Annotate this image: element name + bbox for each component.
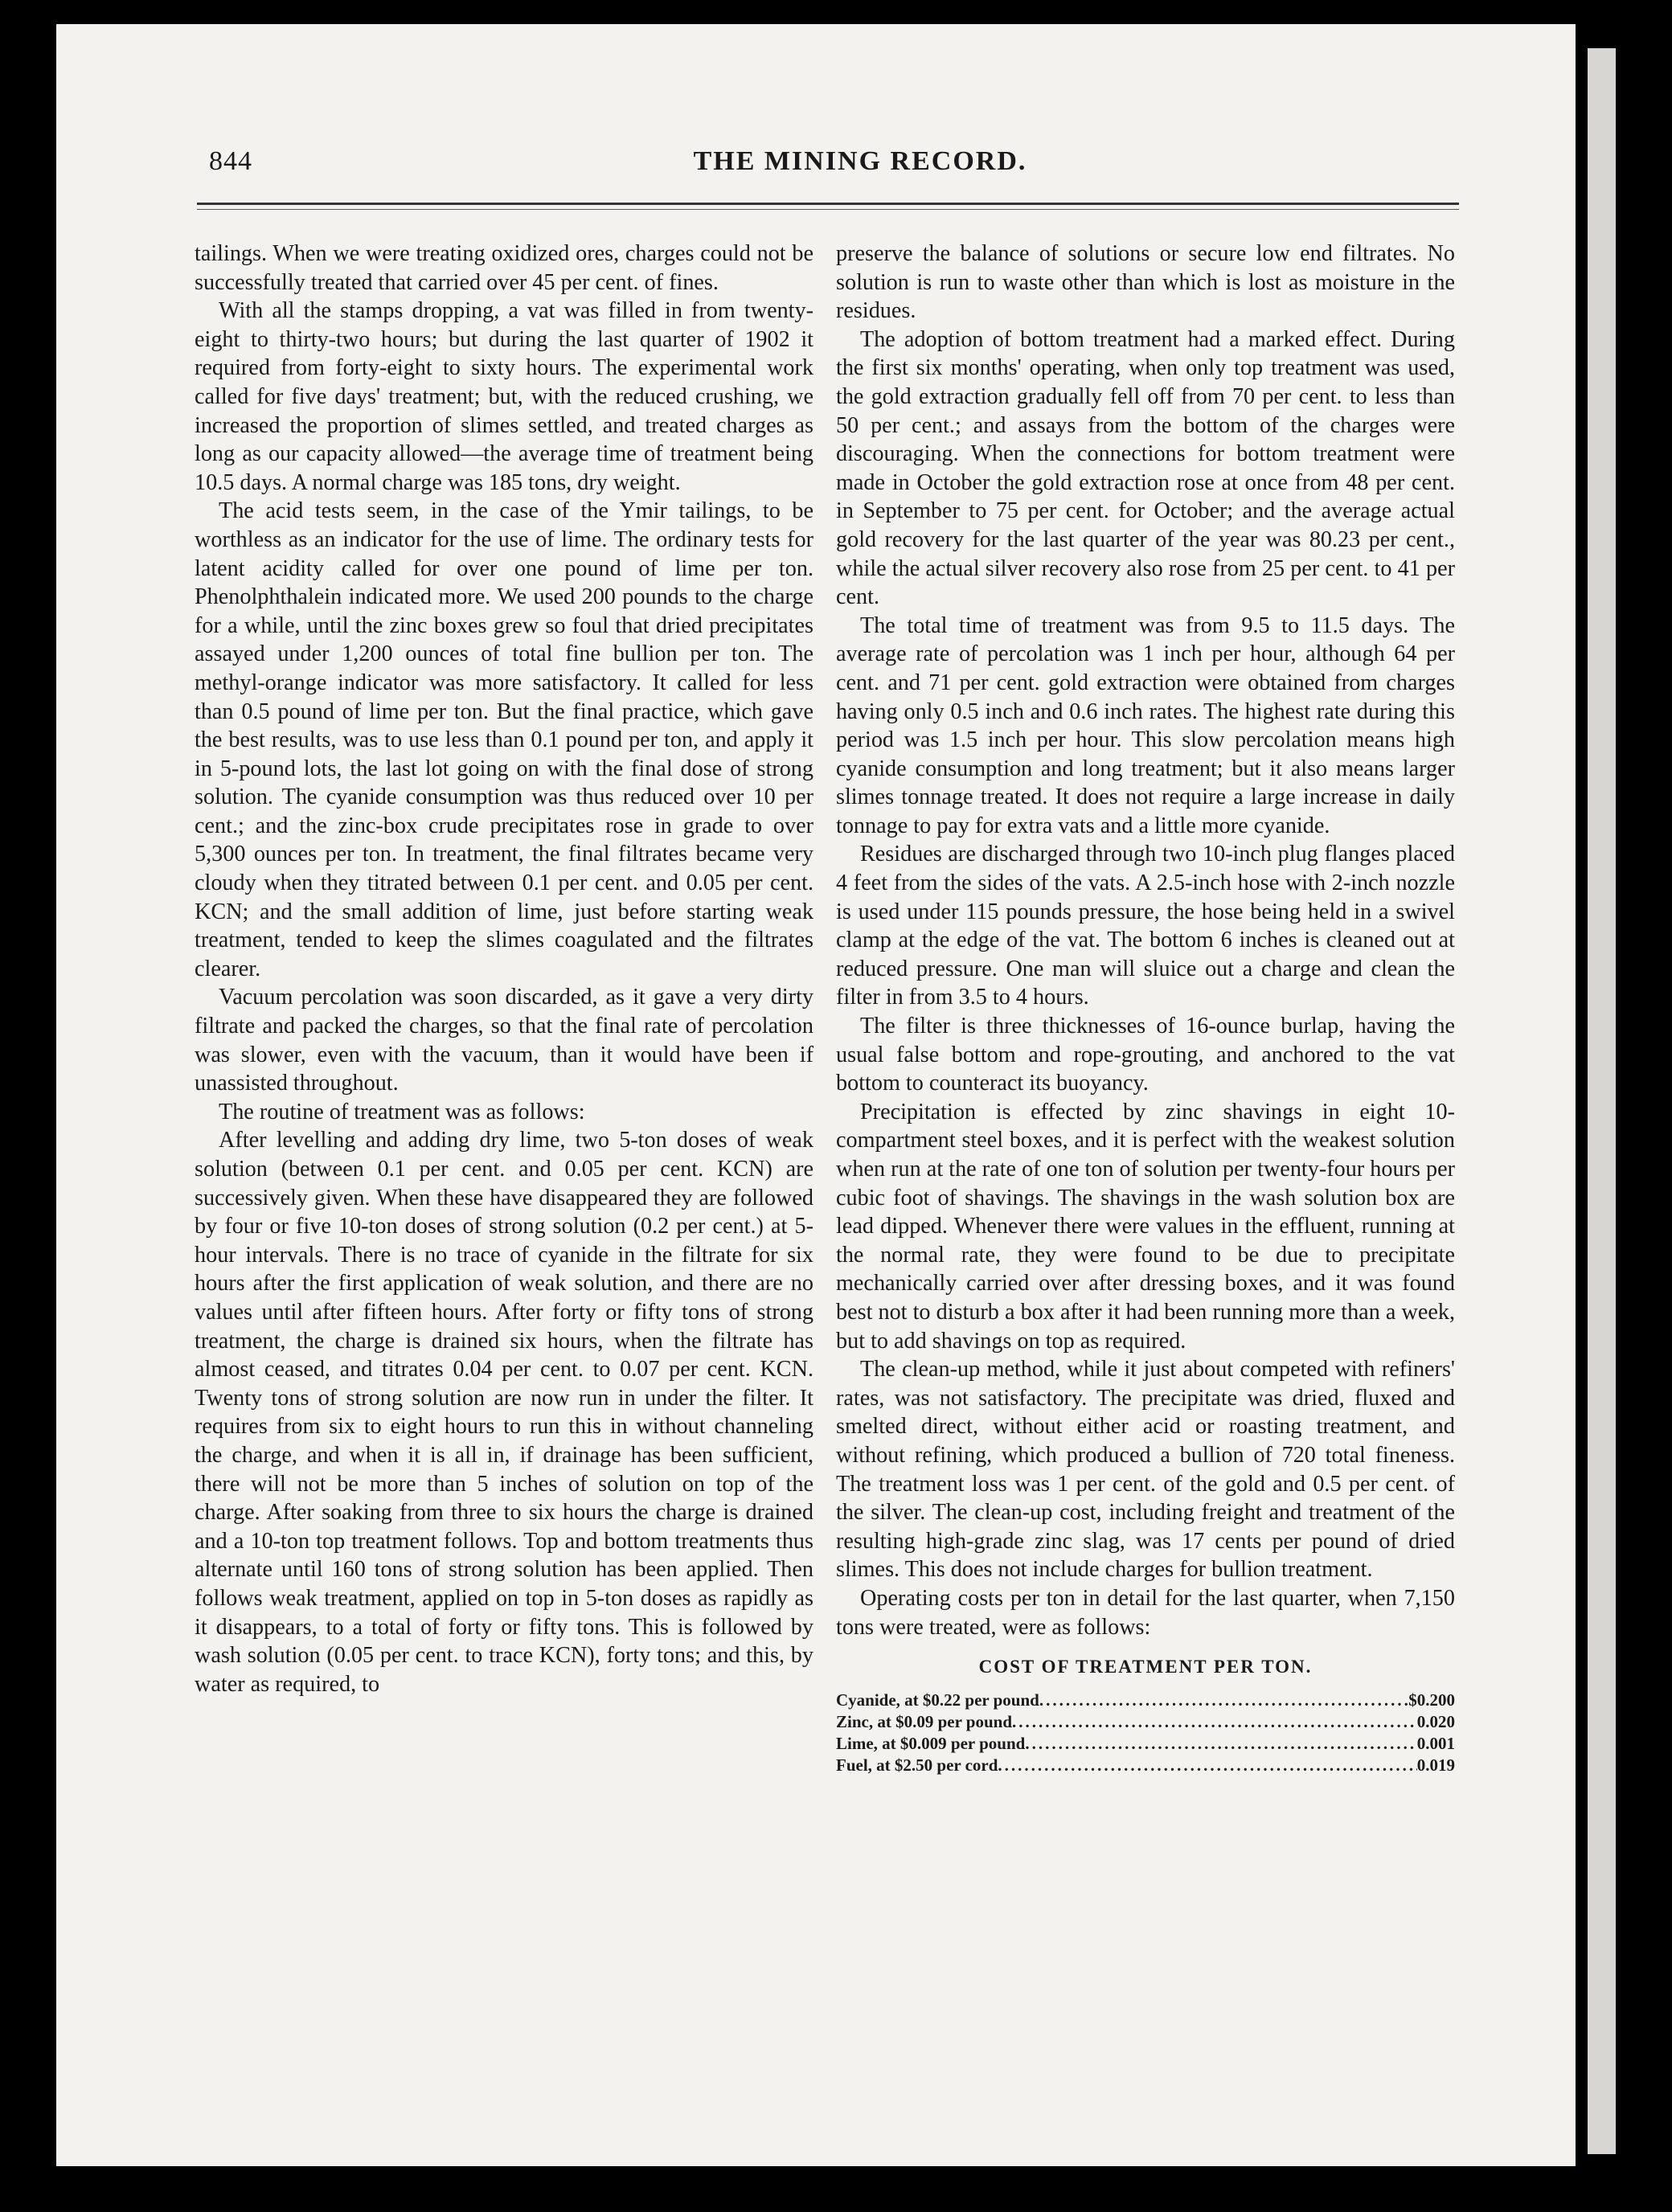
cost-label: Cyanide, at $0.22 per pound	[836, 1690, 1039, 1710]
next-page-edge	[1588, 48, 1616, 2154]
cost-table-title: COST OF TREATMENT PER TON.	[978, 1657, 1313, 1677]
right-column	[836, 240, 1455, 1776]
paragraph: With all the stamps dropping, a vat was filled in from twenty-eight to thirty-two hours; but during the last quarter of 1902 it required from forty-eight to sixty hours. The experimental work called for five days' treatment; but, with the reduced crushing, we increased the proportion of slimes settled, and treated charges as long as our capacity allowed—the average time of treatment being 10.5 days. A normal charge was 185 tons, dry weight.	[195, 298, 813, 495]
cost-label: Fuel, at $2.50 per cord	[836, 1755, 998, 1775]
paragraph: tailings. When we were treating oxidized ores, charges could not be successfully treated that carried over 45 per cent. of fines.	[195, 241, 813, 295]
paragraph: Precipitation is effected by zinc shavings in eight 10-compartment steel boxes, and it is perfect with the weakest solution when run at the rate of one ton of solution per twenty-four hours per cubic foot of shavings. The shavings in the wash solution box are lead dipped. Whenever there were values in the effluent, running at the normal rate, they were found to be due to precipitate mechanically carried over after dressing boxes, and it was found best not to disturb a box after it had been running more than a week, but to add shavings on top as required.	[836, 1099, 1455, 1354]
cost-label: Lime, at $0.009 per pound	[836, 1733, 1026, 1753]
paragraph: preserve the balance of solutions or secure low end filtrates. No solution is run to waste other than which is lost as moisture in the residues.	[836, 241, 1455, 324]
header-rule-thin	[197, 209, 1459, 210]
cost-value: 0.001	[1416, 1733, 1455, 1753]
cost-label: Zinc, at $0.09 per pound	[836, 1711, 1012, 1731]
journal-title: THE MINING RECORD.	[693, 146, 1027, 176]
leader-dots	[1039, 1690, 1408, 1711]
paragraph: The adoption of bottom treatment had a marked effect. During the first six months' operating, when only top treatment was used, the gold extraction gradually fell off from 70 per cent. to less than 50 per cent.; and assays from the bottom of the charges were discouraging. When the connections for bottom treatment were made in October the gold extraction rose at once from 48 per cent. in September to 75 per cent. for October; and the average actual gold recovery for the last quarter of the year was 80.23 per cent., while the actual silver recovery also rose from 25 per cent. to 41 per cent.	[836, 326, 1455, 610]
paragraph: After levelling and adding dry lime, two 5-ton doses of weak solution (between 0.1 per cent. and 0.05 per cent. KCN) are successively given. When these have disappeared they are followed by four or five 10-ton doses of strong solution (0.2 per cent.) at 5-hour intervals. There is no trace of cyanide in the filtrate for six hours after the first application of weak solution, and there are no values until after fifteen hours. After forty or fifty tons of strong treatment, the charge is drained six hours, when the filtrate has almost ceased, and titrates 0.04 per cent. to 0.07 per cent. KCN. Twenty tons of strong solution are now run in under the filter. It requires from six to eight hours to run this in without channeling the charge, and when it is all in, if drainage has been sufficient, there will not be more than 5 inches of solution on top of the charge. After soaking from three to six hours the charge is drained and a 10-ton top treatment follows. Top and bottom treatments thus alternate until 160 tons of strong solution has been applied. Then follows weak treatment, applied on top in 5-ton doses as rapidly as it disappears, to a total of forty or fifty tons. This is followed by wash solution (0.05 per cent. to trace KCN), forty tons; and this, by water as required, to	[195, 1128, 813, 1697]
paragraph: The acid tests seem, in the case of the Ymir tailings, to be worthless as an indicator for the use of lime. The ordinary tests for latent acidity called for over one pound of lime per ton. Phenolphthalein indicated more. We used 200 pounds to the charge for a while, until the zinc boxes grew so foul that dried precipitates assayed under 1,200 ounces of total fine bullion per ton. The methyl-orange indicator was more satisfactory. It called for less than 0.5 pound of lime per ton. But the final practice, which gave the best results, was to use less than 0.1 pound per ton, and apply it in 5-pound lots, the last lot going on with the final dose of strong solution. The cyanide consumption was thus reduced over 10 per cent.; and the zinc-box crude precipitates rose in grade to over 5,300 ounces per ton. In treatment, the final filtrates became very cloudy when they titrated between 0.1 per cent. and 0.05 per cent. KCN; and the small addition of lime, just before starting weak treatment, tended to keep the slimes coagulated and the filtrates clearer.	[195, 498, 813, 981]
cost-row	[836, 1733, 1455, 1755]
cost-row	[836, 1755, 1455, 1776]
paragraph: The total time of treatment was from 9.5 to 11.5 days. The average rate of percolation was 1 inch per hour, although 64 per cent. and 71 per cent. gold extraction were obtained from charges having only 0.5 inch and 0.6 inch rates. The highest rate during this period was 1.5 inch per hour. This slow percolation means high cyanide consumption and long treatment; but it also means larger slimes tonnage treated. It does not require a large increase in daily tonnage to pay for extra vats and a little more cyanide.	[836, 612, 1455, 838]
header-rule	[197, 203, 1459, 205]
paragraph: The routine of treatment was as follows:	[219, 1099, 585, 1124]
cost-value: 0.019	[1416, 1755, 1455, 1775]
cost-row	[836, 1711, 1455, 1733]
leader-dots	[998, 1755, 1416, 1776]
cost-value: $0.200	[1408, 1690, 1455, 1710]
paragraph: The clean-up method, while it just about competed with refiners' rates, was not satisfactory. The precipitate was dried, fluxed and smelted direct, without either acid or roasting treatment, and without refining, which produced a bullion of 720 total fineness. The treatment loss was 1 per cent. of the gold and 0.5 per cent. of the silver. The clean-up cost, including freight and treatment of the resulting high-grade zinc slag, was 17 cents per pound of dried slimes. This does not include charges for bullion treatment.	[836, 1357, 1455, 1583]
paragraph: Vacuum percolation was soon discarded, as it gave a very dirty filtrate and packed the charges, so that the final rate of percolation was slower, even with the vacuum, than it would have been if unassisted throughout.	[195, 985, 813, 1096]
page-header	[165, 146, 1467, 186]
cost-value: 0.020	[1416, 1711, 1455, 1731]
leader-dots	[1025, 1733, 1416, 1755]
leader-dots	[1012, 1711, 1417, 1733]
cost-row	[836, 1690, 1455, 1711]
page-number: 844	[209, 146, 252, 176]
paragraph: Operating costs per ton in detail for the last quarter, when 7,150 tons were treated, were as follows:	[836, 1585, 1455, 1640]
cost-table	[836, 1653, 1455, 1776]
paragraph: Residues are discharged through two 10-inch plug flanges placed 4 feet from the sides of the vats. A 2.5-inch hose with 2-inch nozzle is used under 115 pounds pressure, the hose being held in a swivel clamp at the edge of the vat. The bottom 6 inches is cleaned out at reduced pressure. One man will sluice out a charge and clean the filter in from 3.5 to 4 hours.	[836, 842, 1455, 1010]
paragraph: The filter is three thicknesses of 16-ounce burlap, having the usual false bottom and rope-grouting, and anchored to the vat bottom to counteract its buoyancy.	[836, 1014, 1455, 1096]
left-column	[195, 240, 813, 1698]
